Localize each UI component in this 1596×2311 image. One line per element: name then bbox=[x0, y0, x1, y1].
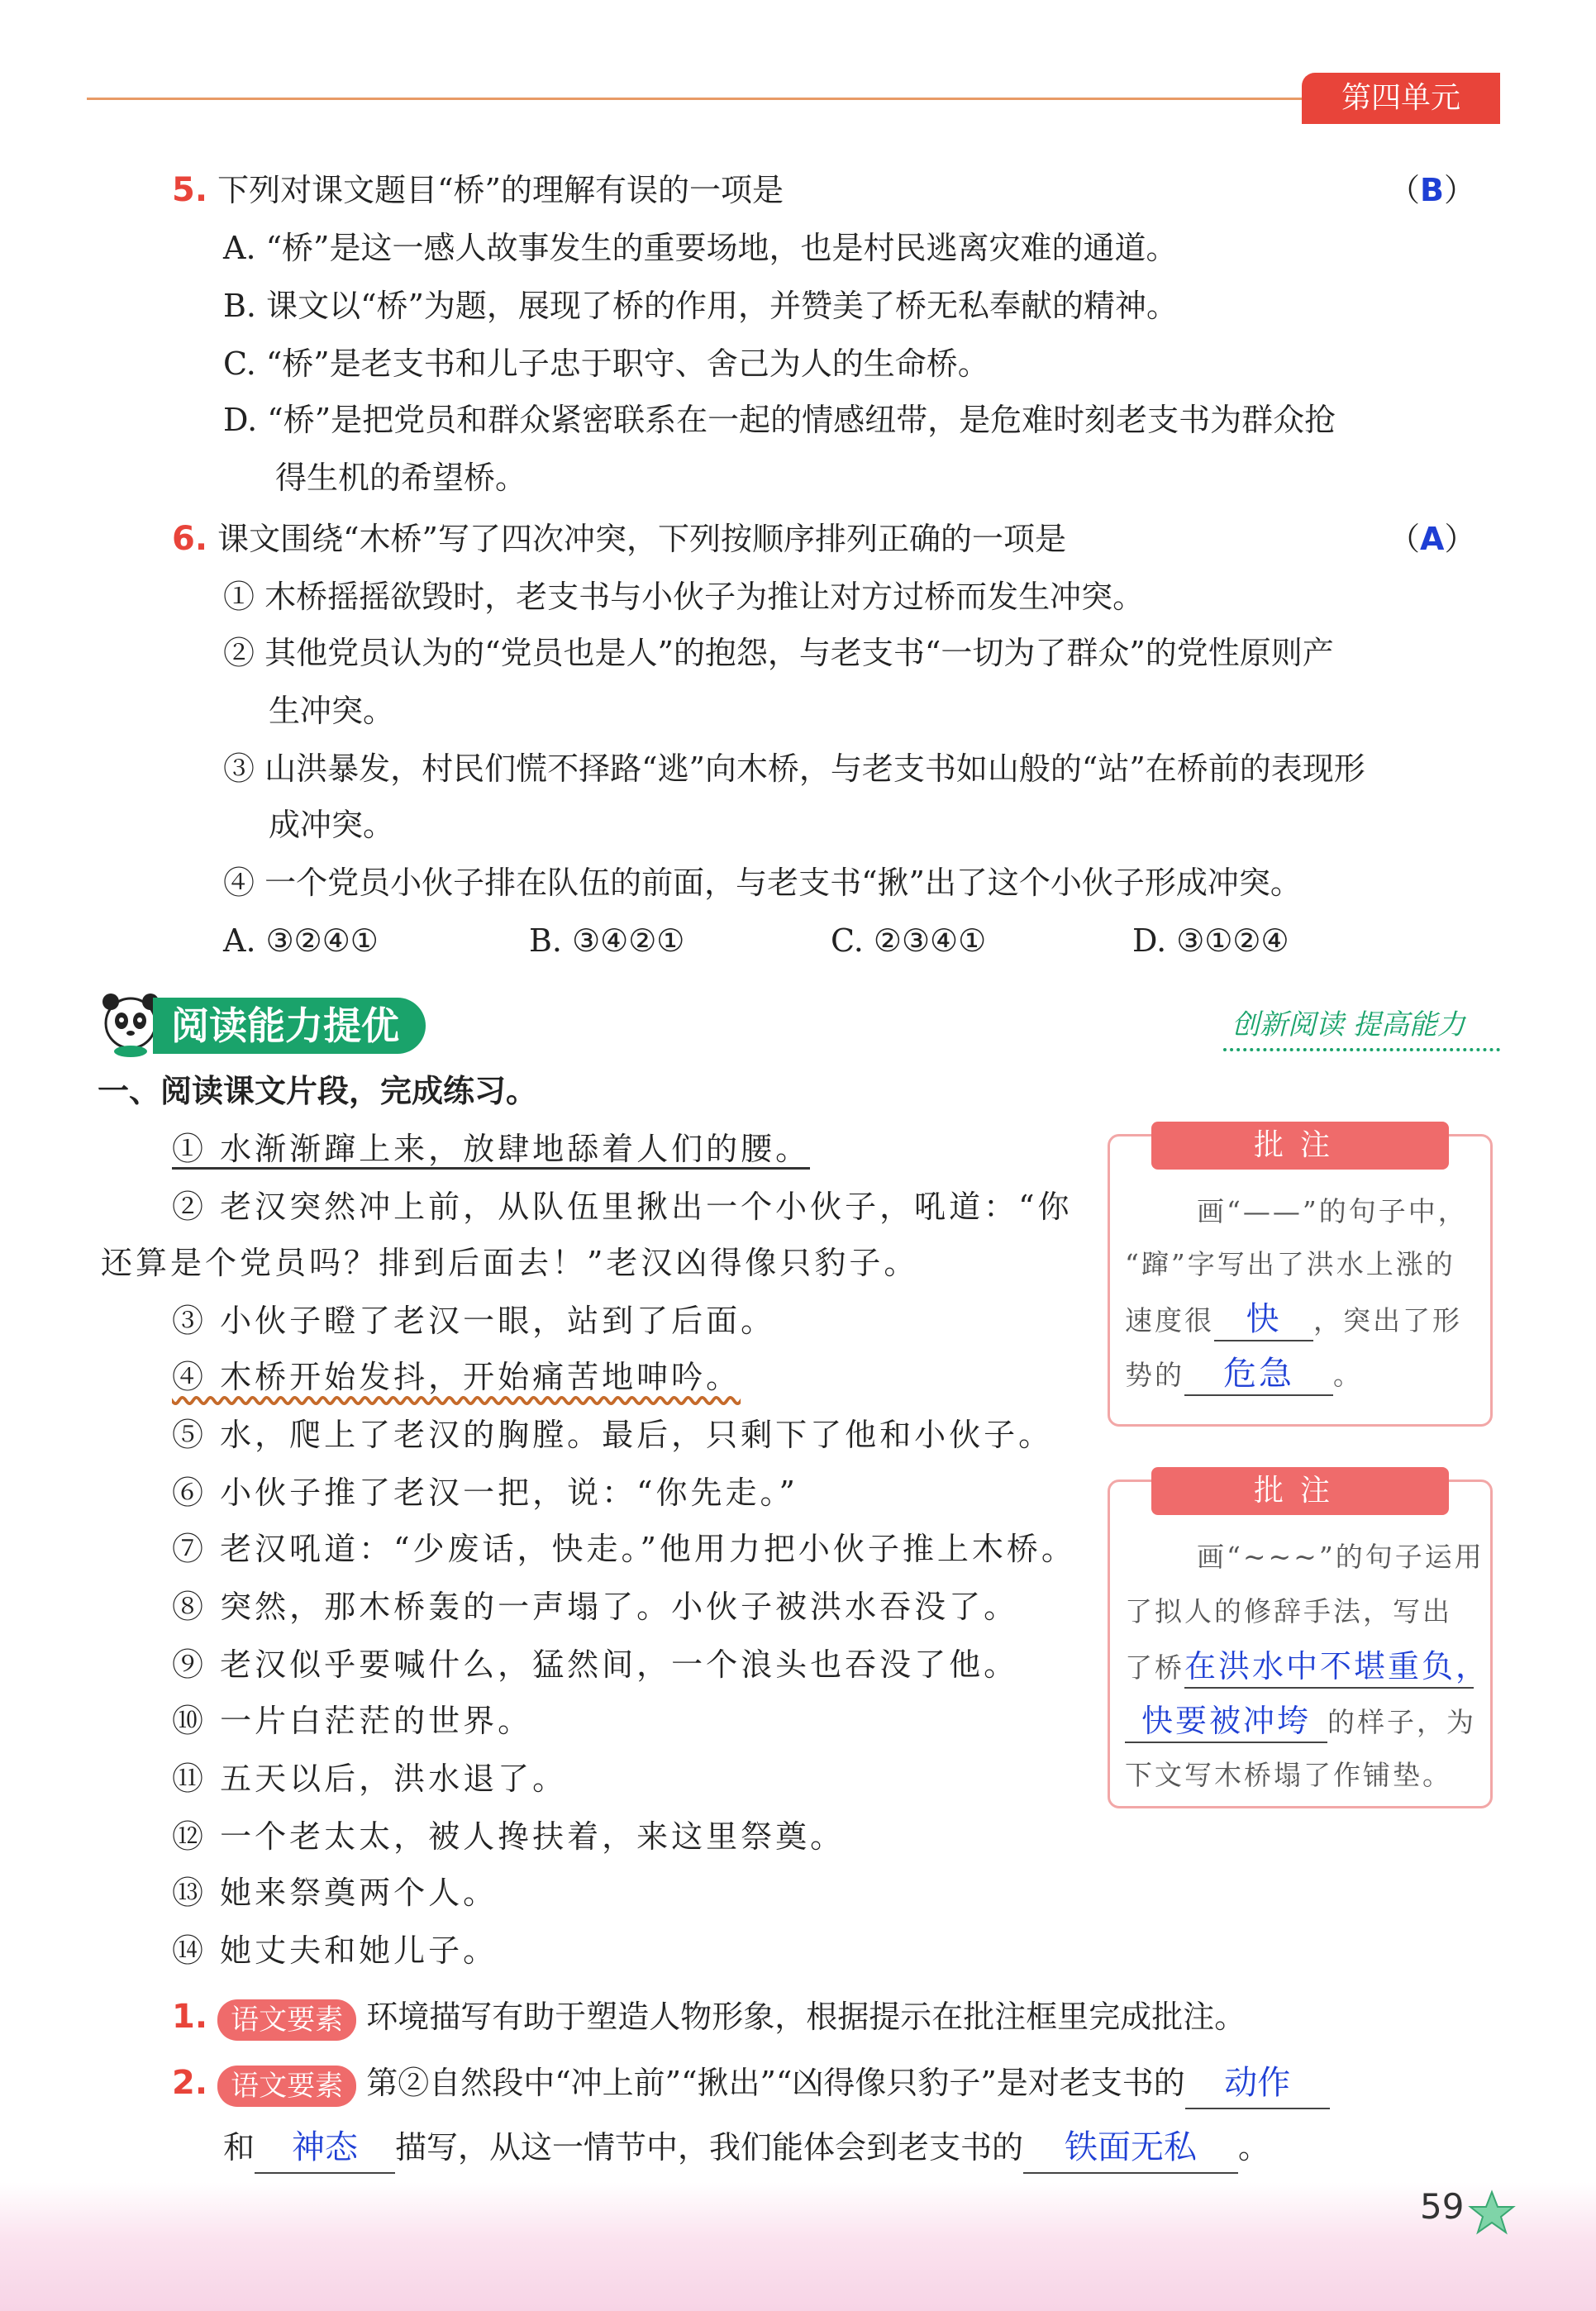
section-slogan: 创新阅读 提高能力 bbox=[1232, 1008, 1465, 1041]
annotation-box-2 bbox=[1108, 1474, 1493, 1808]
annotation-line bbox=[1125, 1700, 1476, 1743]
conflict-item-1: ① 木桥摇摇欲毁时，老支书与小伙子为推让对方过桥而发生冲突。 bbox=[223, 579, 1145, 615]
annotation-line bbox=[1125, 1353, 1363, 1396]
conflict-item-3-cont: 成冲突。 bbox=[269, 807, 395, 843]
annotation-title: 批注 bbox=[1151, 1122, 1449, 1170]
choice-c: C. ②③④① bbox=[831, 922, 987, 959]
answer-parentheses bbox=[1389, 514, 1475, 564]
exercise-text: 。 bbox=[1238, 2129, 1270, 2166]
footer-decoration bbox=[0, 2182, 1596, 2311]
passage-para-2-cont: 还算是个党员吗？排到后面去！”老汉凶得像只豹子。 bbox=[101, 1245, 919, 1281]
conflict-item-4: ④ 一个党员小伙子排在队伍的前面，与老支书“揪”出了这个小伙子形成冲突。 bbox=[223, 865, 1302, 901]
paren-open: （ bbox=[1389, 521, 1421, 557]
passage-para-14: ⑭ 她丈夫和她儿子。 bbox=[172, 1932, 498, 1969]
exercise-text: 和 bbox=[223, 2129, 255, 2166]
tag-badge: 语文要素 bbox=[217, 1999, 356, 2041]
unit-tab: 第四单元 bbox=[1302, 73, 1500, 124]
annotation-text: 势的 bbox=[1125, 1359, 1184, 1391]
conflict-item-3: ③ 山洪暴发，村民们慌不择路“逃”向木桥，与老支书如山般的“站”在桥前的表现形 bbox=[223, 750, 1365, 787]
answer-blank: 危急 bbox=[1184, 1353, 1333, 1396]
exercise-text: 环境描写有助于塑造人物形象，根据提示在批注框里完成批注。 bbox=[366, 1999, 1246, 2035]
annotation-line: 画“~~~”的句子运用 bbox=[1197, 1541, 1484, 1573]
annotation-line bbox=[1125, 1298, 1462, 1341]
passage-para-9: ⑨ 老汉似乎要喊什么，猛然间，一个浪头也吞没了他。 bbox=[172, 1646, 1019, 1683]
annotation-line bbox=[1125, 1646, 1490, 1689]
passage-para-8: ⑧ 突然，那木桥轰的一声塌了。小伙子被洪水吞没了。 bbox=[172, 1589, 1019, 1625]
star-icon bbox=[1467, 2189, 1517, 2238]
annotation-text: 的样子，为 bbox=[1327, 1706, 1476, 1738]
annotation-text: 了桥 bbox=[1125, 1651, 1184, 1684]
paren-close: ） bbox=[1443, 172, 1475, 208]
exercise-1 bbox=[172, 1992, 1246, 2042]
page-number: 59 bbox=[1420, 2186, 1465, 2227]
answer-blank: 快 bbox=[1214, 1298, 1313, 1341]
annotation-text: 速度很 bbox=[1125, 1304, 1214, 1337]
answer-q5: B bbox=[1420, 172, 1444, 208]
annotation-line: 了拟人的修辞手法，写出 bbox=[1125, 1595, 1452, 1627]
annotation-line: 下文写木桥塌了作铺垫。 bbox=[1125, 1759, 1452, 1791]
answer-blank: 动作 bbox=[1185, 2058, 1330, 2109]
wavy-underlined-sentence: ④ 木桥开始发抖，开始痛苦地呻吟。 bbox=[172, 1359, 741, 1395]
passage-para-11: ⑪ 五天以后，洪水退了。 bbox=[172, 1761, 568, 1797]
conflict-item-2: ② 其他党员认为的“党员也是人”的抱怨，与老支书“一切为了群众”的党性原则产 bbox=[223, 635, 1334, 671]
question-6 bbox=[172, 514, 1066, 564]
part-heading: 一、阅读课文片段，完成练习。 bbox=[98, 1073, 538, 1109]
passage-para-6: ⑥ 小伙子推了老汉一把，说：“你先走。” bbox=[172, 1475, 798, 1511]
exercise-number: 1. bbox=[172, 1998, 208, 2036]
passage-para-12: ⑫ 一个老太太，被人搀扶着，来这里祭奠。 bbox=[172, 1818, 846, 1855]
question-stem: 下列对课文题目“桥”的理解有误的一项是 bbox=[217, 172, 784, 208]
passage-para-4 bbox=[172, 1352, 741, 1402]
exercise-number: 2. bbox=[172, 2064, 208, 2102]
answer-parentheses bbox=[1389, 165, 1475, 215]
question-number: 6. bbox=[172, 520, 208, 558]
passage-para-3: ③ 小伙子瞪了老汉一眼，站到了后面。 bbox=[172, 1303, 776, 1339]
passage-para-7: ⑦ 老汉吼道：“少废话，快走。”他用力把小伙子推上木桥。 bbox=[172, 1531, 1076, 1567]
choice-d: D. ③①②④ bbox=[1132, 922, 1289, 959]
choice-a: A. ③②④① bbox=[223, 922, 379, 959]
passage-para-1 bbox=[172, 1124, 810, 1174]
exercise-text: 描写，从这一情节中，我们能体会到老支书的 bbox=[395, 2129, 1024, 2166]
dotted-divider bbox=[1223, 1048, 1500, 1051]
tag-badge: 语文要素 bbox=[217, 2066, 356, 2107]
question-number: 5. bbox=[172, 171, 208, 209]
underlined-sentence: ① 水渐渐蹿上来，放肆地舔着人们的腰。 bbox=[172, 1131, 810, 1170]
annotation-line: “蹿”字写出了洪水上涨的 bbox=[1125, 1248, 1455, 1280]
conflict-item-2-cont: 生冲突。 bbox=[269, 693, 395, 729]
annotation-text: ，突出了形 bbox=[1313, 1304, 1462, 1337]
answer-blank: 铁面无私 bbox=[1023, 2123, 1238, 2174]
paren-close: ） bbox=[1444, 521, 1476, 557]
option-d-cont: 得生机的希望桥。 bbox=[275, 460, 527, 496]
passage-para-2: ② 老汉突然冲上前，从队伍里揪出一个小伙子，吼道：“你 bbox=[172, 1189, 1073, 1225]
passage-para-5: ⑤ 水，爬上了老汉的胸膛。最后，只剩下了他和小伙子。 bbox=[172, 1417, 1054, 1453]
annotation-text: 。 bbox=[1333, 1359, 1363, 1391]
passage-para-10: ⑩ 一片白茫茫的世界。 bbox=[172, 1703, 533, 1739]
choice-b: B. ③④②① bbox=[529, 922, 685, 959]
question-5 bbox=[172, 165, 784, 215]
answer-q6: A bbox=[1420, 521, 1445, 557]
exercise-2 bbox=[172, 2058, 1330, 2109]
passage-para-13: ⑬ 她来祭奠两个人。 bbox=[172, 1875, 498, 1911]
header-rule bbox=[87, 98, 1302, 100]
annotation-title: 批注 bbox=[1151, 1467, 1449, 1515]
question-stem: 课文围绕“木桥”写了四次冲突，下列按顺序排列正确的一项是 bbox=[217, 521, 1066, 557]
section-banner: 阅读能力提优 bbox=[153, 998, 426, 1054]
answer-blank: 在洪水中不堪重负， bbox=[1184, 1646, 1474, 1689]
answer-blank: 神态 bbox=[255, 2123, 395, 2174]
option-a: A. “桥”是这一感人故事发生的重要场地，也是村民逃离灾难的通道。 bbox=[223, 230, 1178, 266]
option-d: D. “桥”是把党员和群众紧密联系在一起的情感纽带，是危难时刻老支书为群众抢 bbox=[223, 402, 1336, 438]
annotation-box-1 bbox=[1108, 1128, 1493, 1427]
exercise-2-cont bbox=[223, 2123, 1270, 2174]
exercise-text: 第②自然段中“冲上前”“揪出”“凶得像只豹子”是对老支书的 bbox=[366, 2065, 1185, 2101]
paren-open: （ bbox=[1389, 172, 1421, 208]
option-b: B. 课文以“桥”为题，展现了桥的作用，并赞美了桥无私奉献的精神。 bbox=[223, 288, 1178, 324]
option-c: C. “桥”是老支书和儿子忠于职守、舍己为人的生命桥。 bbox=[223, 345, 989, 382]
annotation-line: 画“——”的句子中， bbox=[1197, 1195, 1468, 1227]
answer-blank: 快要被冲垮 bbox=[1125, 1700, 1327, 1743]
